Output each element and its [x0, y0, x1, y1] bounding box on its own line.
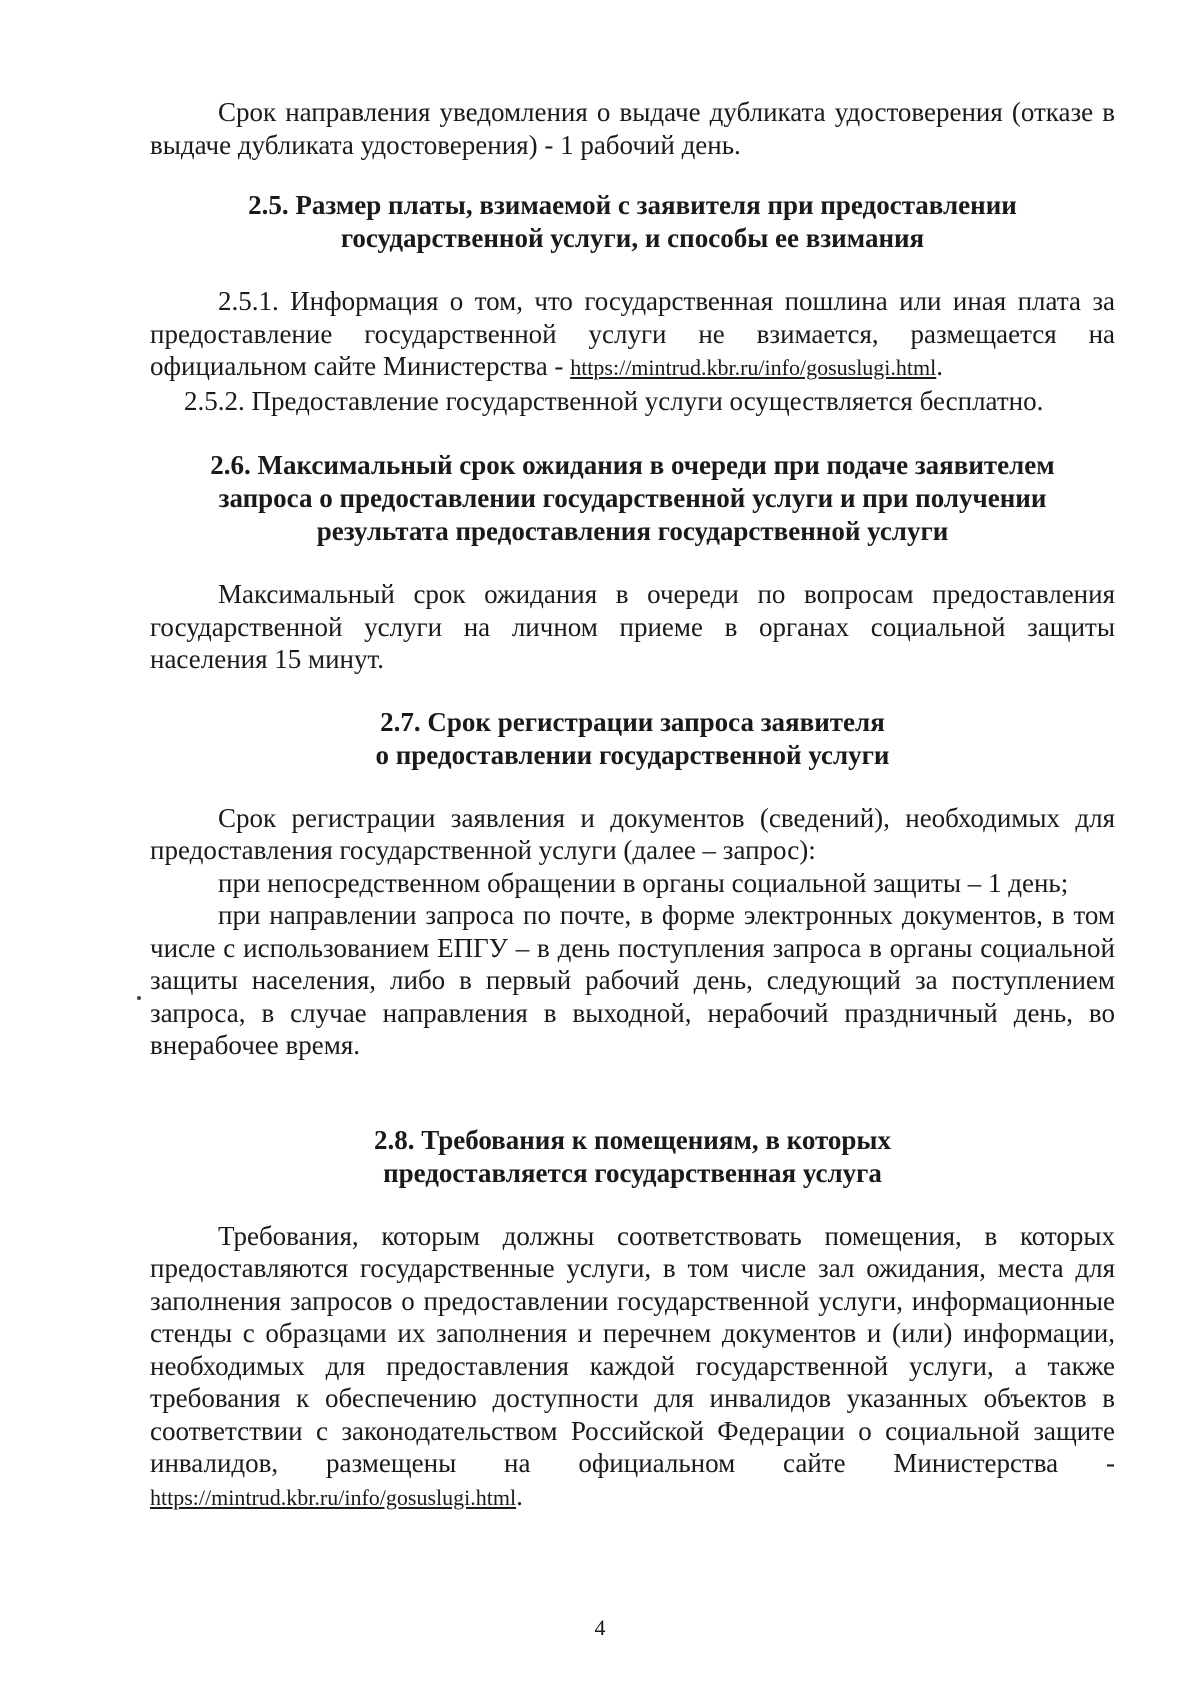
page-number: 4 — [594, 1615, 606, 1640]
section-2-7-heading — [150, 706, 1115, 772]
paragraph-premises-requirements — [150, 1220, 1115, 1515]
document-page — [150, 96, 1115, 1514]
paragraph-text: 2.5.1. Информация о том, что государственная пошлина или иная плата за предоставление государственной услуги не взимается, размещается на официальном сайте Министерства - — [150, 286, 1115, 381]
paragraph-text: Требования, которым должны соответствовать помещения, в которых предоставляются государственные услуги, в том числе зал ожидания, места для заполнения запросов о предоставлении государственной услуги, информационные стенды с образцами их заполнения и перечнем документов и (или) информации, необходимых для предоставления каждой государственной услуги, а также требования к обеспечению доступности для инвалидов указанных объектов в соответствии с законодательством Российской Федерации о социальной защите инвалидов, размещены на официальном сайте Министерства - — [150, 1220, 1115, 1478]
paragraph-postal-electronic: при направлении запроса по почте, в форме электронных документов, в том числе с использованием ЕПГУ – в день поступления запроса в органы социальной защиты населения, либо в первый рабочий день, следующий за поступлением запроса, в случае направления в выходной, нерабочий праздничный день, во внерабочее время. — [150, 900, 1115, 1060]
heading-line: предоставляется государственная услуга — [383, 1157, 882, 1188]
paragraph-2-5-2: 2.5.2. Предоставление государственной услуги осуществляется бесплатно. — [184, 385, 1044, 416]
heading-line: 2.5. Размер платы, взимаемой с заявителя при предоставлении — [248, 190, 1017, 220]
heading-line: запроса о предоставлении государственной услуги и при получении — [218, 483, 1047, 513]
heading-line: о предоставлении государственной услуги — [375, 739, 890, 770]
section-2-6-heading — [150, 449, 1115, 548]
ministry-site-link[interactable]: https://mintrud.kbr.ru/info/gosuslugi.html — [150, 1484, 517, 1510]
section-2-5-heading — [150, 189, 1115, 255]
heading-line: результата предоставления государственной услуги — [316, 516, 949, 546]
paragraph-direct-appeal: при непосредственном обращении в органы социальной защиты – 1 день; — [218, 867, 1069, 898]
heading-line: государственной услуги, и способы ее взимания — [340, 223, 925, 253]
heading-line: 2.7. Срок регистрации запроса заявителя — [380, 706, 885, 737]
section-2-8-heading — [150, 1124, 1115, 1190]
ministry-site-link[interactable]: https://mintrud.kbr.ru/info/gosuslugi.html — [570, 355, 937, 380]
paragraph-duplicate-notice-term: Срок направления уведомления о выдаче дубликата удостоверения (отказе в выдаче дубликата удостоверения) - 1 рабочий день. — [150, 97, 1115, 160]
paragraph-end: . — [936, 351, 944, 381]
heading-line: 2.6. Максимальный срок ожидания в очереди при подаче заявителем — [210, 450, 1055, 480]
paragraph-end: . — [516, 1480, 523, 1511]
scan-speck — [137, 996, 141, 1000]
paragraph-queue-wait-time: Максимальный срок ожидания в очереди по вопросам предоставления государственной услуги на личном приеме в органах социальной защиты населения 15 минут. — [150, 579, 1115, 674]
paragraph-2-5-1 — [150, 285, 1115, 385]
paragraph-registration-term: Срок регистрации заявления и документов (сведений), необходимых для предоставления государственной услуги (далее – запрос): — [150, 802, 1115, 865]
heading-line: 2.8. Требования к помещениям, в которых — [373, 1124, 892, 1155]
